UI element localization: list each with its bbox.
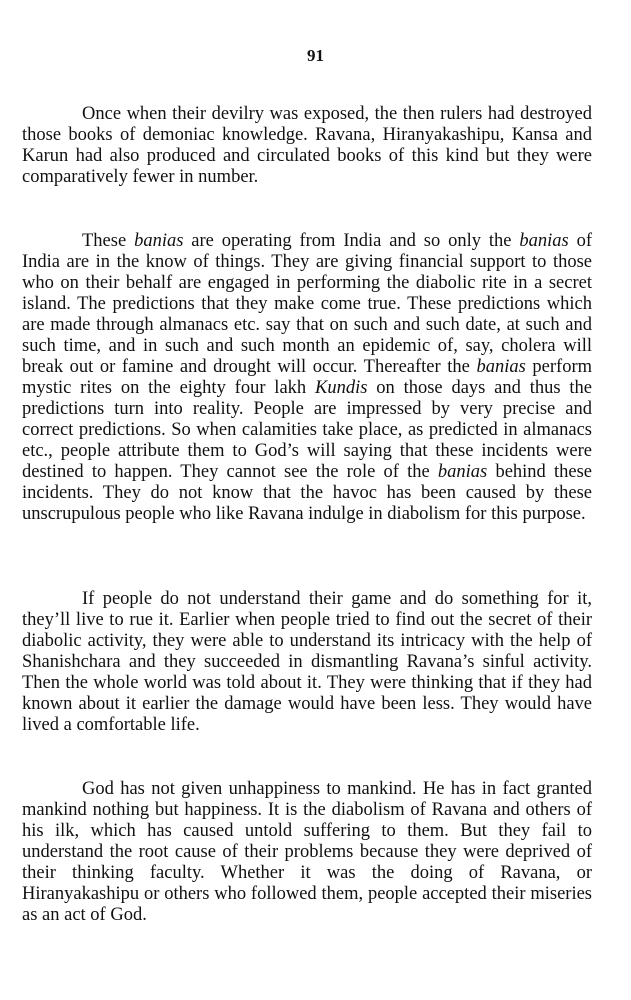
- paragraph-4-text: God has not given unhappiness to mankind. He has in fact granted mankind nothing but happiness. It is the diabolism of Ravana and others of his ilk, which has caused untold suffering to them. But they fail to understand the root cause of their problems because they were deprived of their thinking faculty. Whether it was the doing of Ravana, or Hiranyakashipu or others who followed them, people accepted their miseries as an act of God.: [22, 779, 592, 925]
- italic-term-banias: banias: [519, 231, 569, 251]
- paragraph-2-text: perform mystic rites on the eighty four lakh: [22, 357, 592, 398]
- paragraph-3: [22, 589, 592, 736]
- page-number: 91: [307, 46, 324, 65]
- paragraph-2-text: on those days and thus the predictions turn into reality. People are impressed by very precise and correct predictions. So when calamities take place, as predicted in almanacs etc., people attribute them to God’s will saying that these incidents were destined to happen. They cannot see the role of the: [22, 378, 592, 482]
- paragraph-4: [22, 779, 592, 926]
- paragraph-2-text: are operating from India and so only the: [183, 231, 520, 251]
- italic-term-banias: banias: [134, 231, 184, 251]
- paragraph-2-text: of India are in the know of things. They are giving financial support to those who on their behalf are engaged in performing the diabolic rite in a secret island. The predictions that they make come true. These predictions which are made through almanacs etc. say that on such and such date, at such and such time, and in such and such month an epidemic of, say, cholera will break out or famine and drought will occur. Thereafter the: [22, 231, 592, 377]
- italic-term-banias: banias: [476, 357, 526, 377]
- paragraph-2: [22, 231, 592, 525]
- paragraph-3-text: If people do not understand their game and do something for it, they’ll live to rue it. Earlier when people tried to find out the secret of their diabolic activity, they were able to understand its intricacy with the help of Shanishchara and they succeeded in dismantling Ravana’s sinful activity. Then the whole world was told about it. They were thinking that if they had known about it earlier the damage would have been less. They would have lived a comfortable life.: [22, 589, 592, 735]
- paragraph-2-text: These: [82, 231, 135, 251]
- italic-term-banias: banias: [437, 462, 488, 482]
- paragraph-1: [22, 104, 592, 188]
- italic-term-kundis: Kundis: [314, 378, 368, 398]
- paragraph-2-text: behind these incidents. They do not know that the havoc has been caused by these unscrupulous people who like Ravana indulge in diabolism for this purpose.: [22, 462, 592, 524]
- paragraph-1-text: Once when their devilry was exposed, the then rulers had destroyed those books of demoniac knowledge. Ravana, Hiranyakashipu, Kansa and Karun had also produced and circulated books of this kind but they were comparatively fewer in number.: [22, 104, 592, 187]
